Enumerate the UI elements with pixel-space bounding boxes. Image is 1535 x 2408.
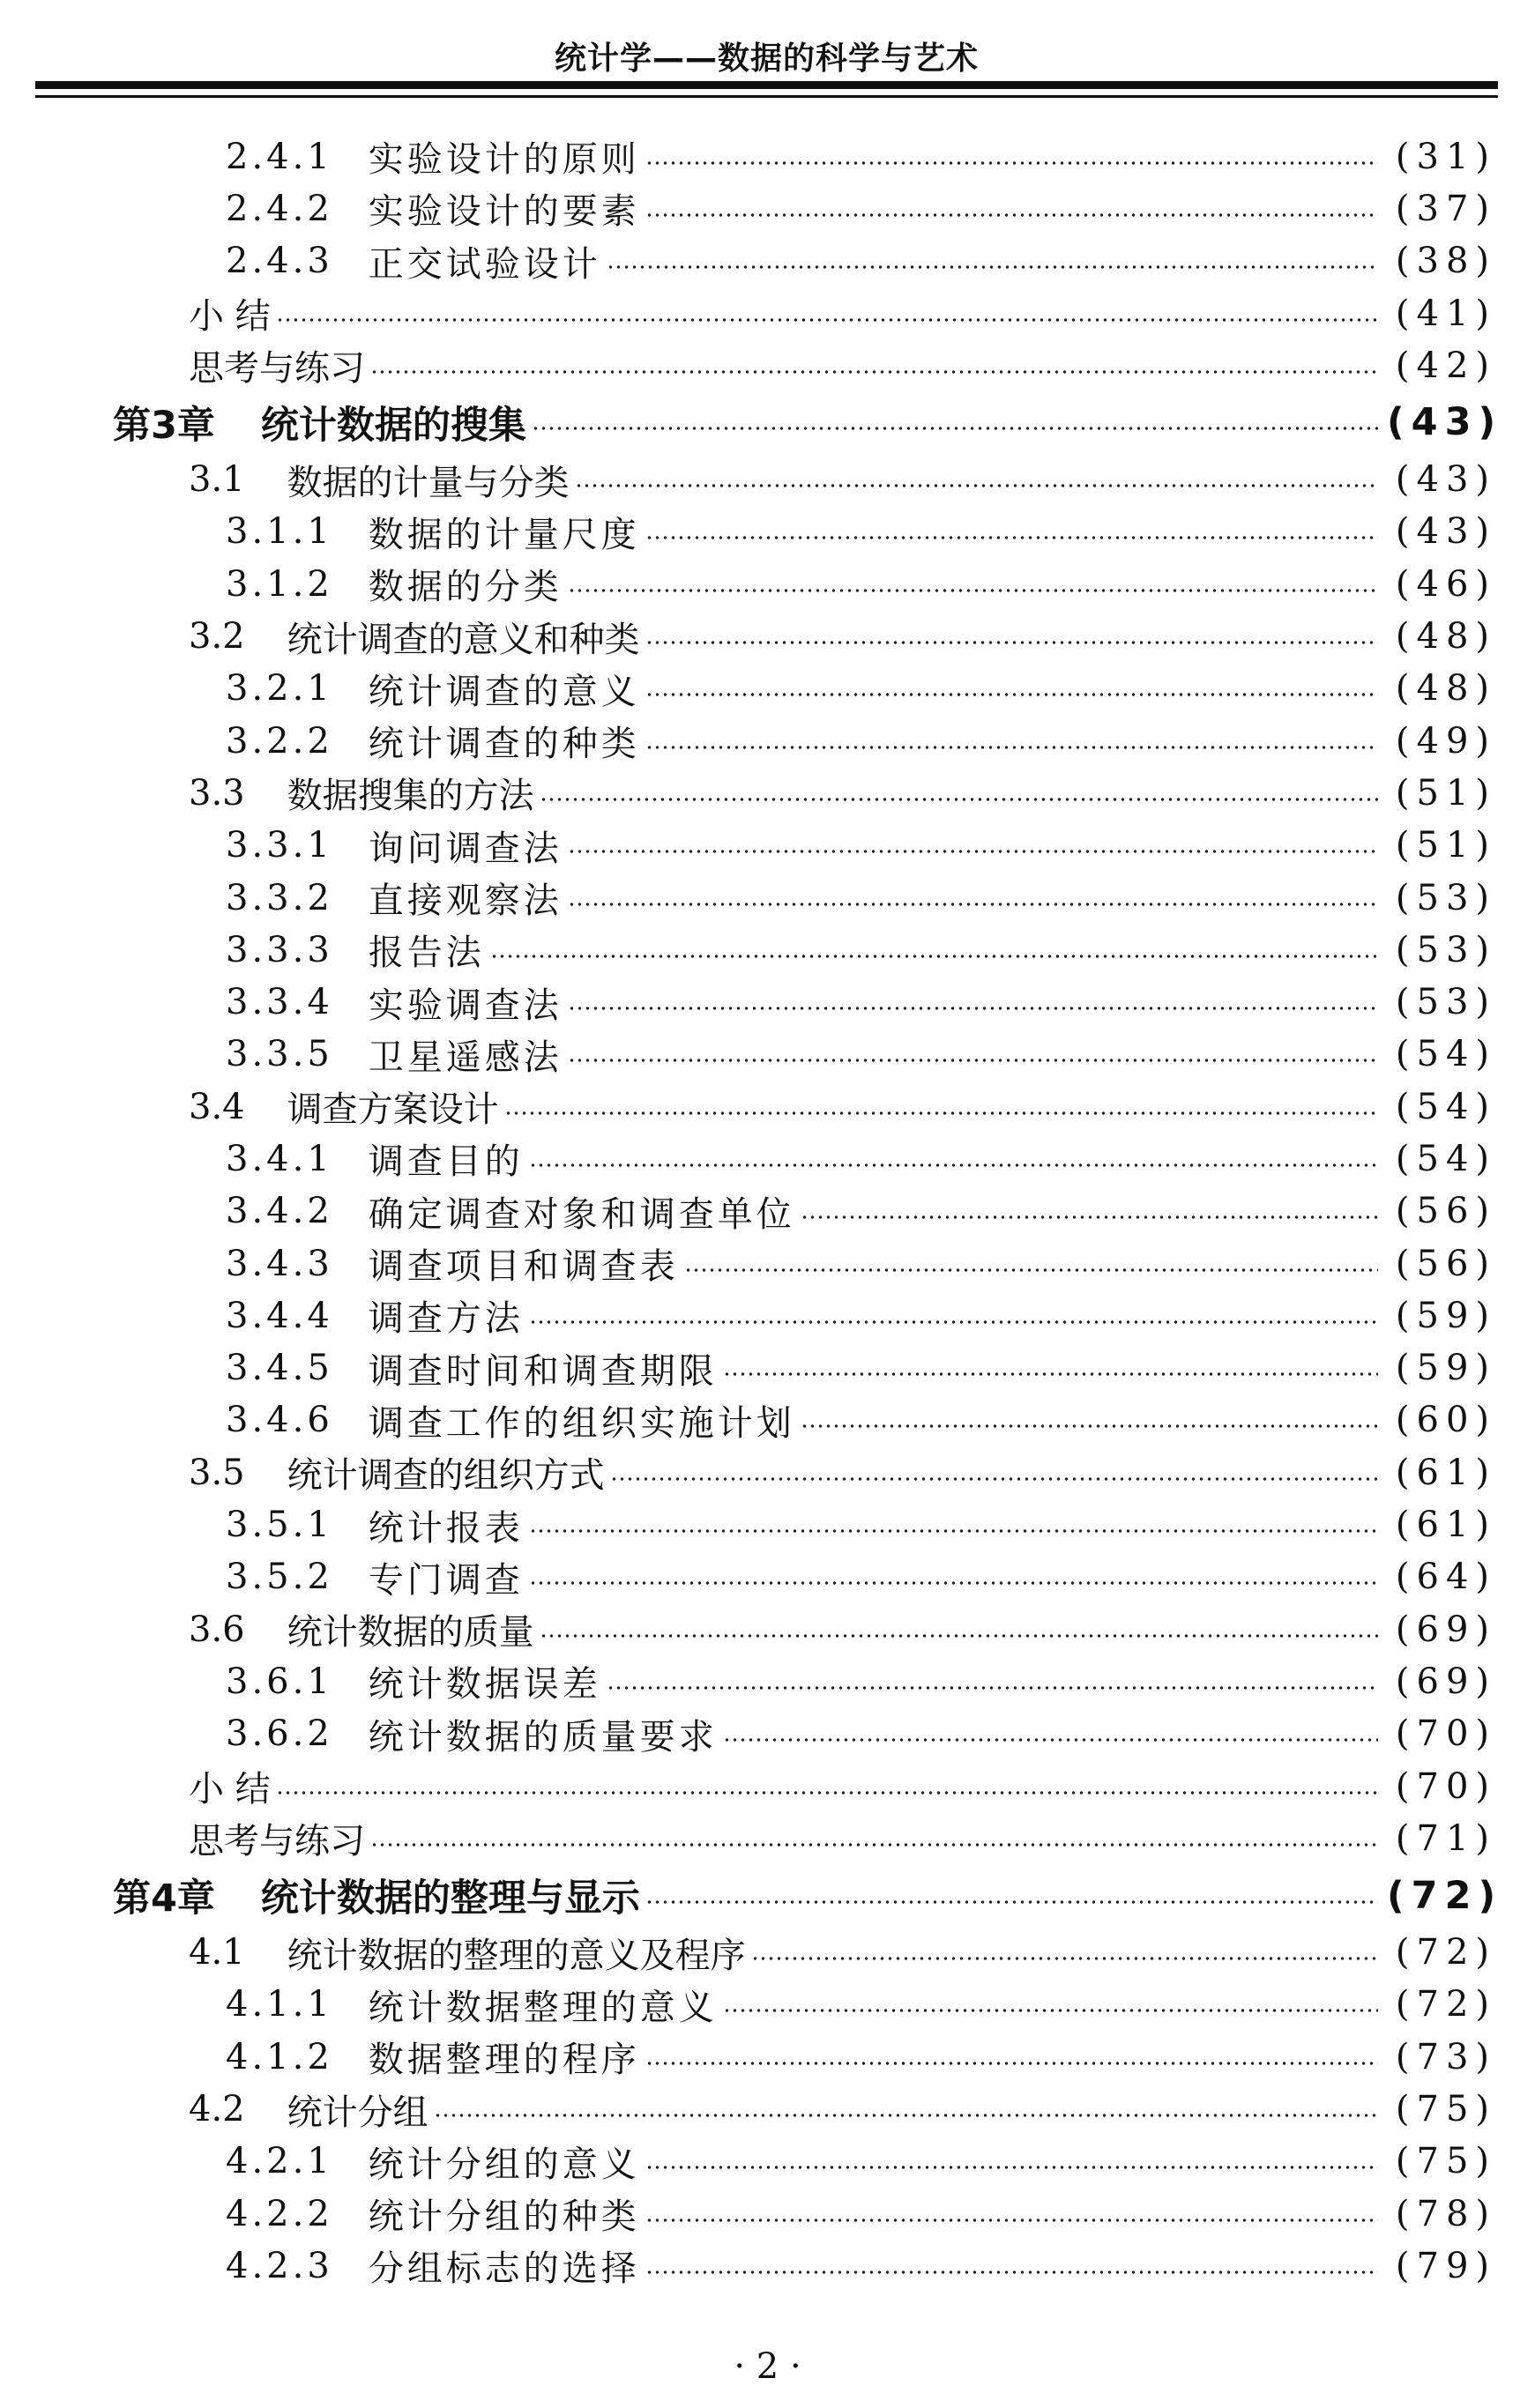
toc-entry-title: 统计调查的意义和种类 (287, 619, 640, 660)
toc-entry-title: 卫星遥感法 (368, 1037, 563, 1078)
toc-entry-number: 4.2.2 (226, 2193, 333, 2234)
toc-entry-page: (73) (1395, 2036, 1496, 2077)
toc-entry-subsection[interactable] (0, 976, 1535, 1028)
dot-leader (370, 1842, 1378, 1847)
toc-entry-number: 3.1 (189, 459, 245, 501)
toc-entry-number: 2.4.2 (226, 188, 333, 229)
toc-entry-page: (64) (1395, 1557, 1496, 1598)
toc-entry-title: 统计数据的搜集 (260, 403, 526, 448)
toc-entry-number: 2.4.3 (226, 241, 333, 282)
toc-entry-subsection[interactable] (0, 1655, 1535, 1707)
dot-leader (645, 1899, 1378, 1905)
toc-entry-section[interactable] (0, 2083, 1535, 2135)
toc-entry-title: 分组标志的选择 (368, 2248, 640, 2290)
toc-entry-subsection[interactable] (0, 2031, 1535, 2083)
toc-entry-title: 统计数据误差 (368, 1664, 601, 1706)
dot-leader (276, 1790, 1378, 1795)
dot-leader (645, 745, 1378, 750)
toc-entry-page: (31) (1395, 136, 1496, 177)
toc-entry-subsection[interactable] (0, 820, 1535, 872)
toc-entry-number: 3.3.3 (226, 929, 333, 970)
toc-entry-subsection[interactable] (0, 1979, 1535, 2031)
dot-leader (529, 1319, 1378, 1325)
toc-entry-page: (41) (1395, 293, 1496, 334)
dot-leader (607, 264, 1378, 270)
toc-entry-subsection[interactable] (0, 506, 1535, 558)
toc-entry-title: 小 结 (189, 1769, 271, 1810)
toc-entry-subsection[interactable] (0, 1342, 1535, 1394)
dot-leader (568, 588, 1378, 593)
toc-entry-subsection[interactable] (0, 715, 1535, 767)
toc-entry-page: (75) (1395, 2141, 1496, 2182)
toc-entry-title: 数据的计量尺度 (368, 514, 640, 555)
dot-leader (684, 1267, 1378, 1273)
toc-entry-number: 3.1.2 (226, 563, 333, 605)
toc-entry-page: (53) (1395, 929, 1496, 970)
toc-entry-section[interactable] (0, 1081, 1535, 1133)
toc-entry-subsection[interactable] (0, 558, 1535, 610)
toc-entry-section[interactable] (0, 1603, 1535, 1655)
toc-entry-title: 确定调查对象和调查单位 (368, 1193, 795, 1235)
toc-entry-title: 调查方法 (368, 1298, 524, 1340)
toc-entry-title: 实验调查法 (368, 985, 563, 1026)
toc-entry-title: 数据的计量与分类 (287, 462, 570, 503)
toc-entry-number: 4.1 (189, 1932, 245, 1973)
toc-entry-number: 3.2.2 (226, 720, 333, 762)
dot-leader (575, 483, 1378, 488)
toc-entry-number: 3.1.1 (226, 511, 333, 553)
dot-leader (490, 954, 1378, 959)
toc-entry-number: 4.2.3 (226, 2245, 333, 2286)
dot-leader (568, 849, 1378, 854)
toc-entry-number: 3.6.2 (226, 1713, 333, 1755)
dot-leader (723, 1371, 1378, 1377)
dot-leader (751, 1956, 1378, 1961)
toc-entry-title: 统计调查的组织方式 (287, 1455, 605, 1497)
toc-entry-subsection[interactable] (0, 2240, 1535, 2292)
dot-leader (645, 2270, 1378, 2275)
toc-entry-title: 实验设计的原则 (368, 139, 640, 181)
dot-leader (540, 1633, 1378, 1639)
toc-entry-title: 询问调查法 (368, 828, 563, 869)
toc-entry-title: 统计分组的种类 (368, 2196, 640, 2238)
dot-leader (370, 369, 1378, 375)
dot-leader (645, 160, 1378, 166)
dot-leader (568, 902, 1378, 907)
dot-leader (610, 1476, 1378, 1482)
toc-entry-number: 3.4.4 (226, 1295, 333, 1336)
toc-entry-misc[interactable] (0, 1760, 1535, 1812)
header-rule-thick (35, 81, 1498, 89)
toc-entry-title: 思考与练习 (189, 1821, 365, 1862)
page-number: · 2 · (734, 2346, 801, 2387)
toc-entry-subsection[interactable] (0, 663, 1535, 715)
dot-leader (607, 1685, 1378, 1691)
toc-entry-number: 3.4.3 (226, 1243, 333, 1284)
toc-entry-number: 4.2.1 (226, 2141, 333, 2182)
toc-entry-page: (43) (1395, 511, 1496, 553)
toc-entry-number: 3.5 (189, 1452, 245, 1493)
toc-entry-chapter[interactable] (0, 1865, 1535, 1927)
dot-leader (540, 797, 1378, 802)
toc-entry-page: (38) (1395, 241, 1496, 282)
toc-entry-title: 统计分组的意义 (368, 2144, 640, 2185)
toc-entry-page: (59) (1395, 1348, 1496, 1389)
dot-leader (529, 1528, 1378, 1534)
toc-entry-page: (69) (1395, 1609, 1496, 1650)
toc-entry-title: 统计分组 (287, 2092, 428, 2133)
dot-leader (568, 1006, 1378, 1011)
toc-entry-title: 调查方案设计 (287, 1089, 499, 1131)
toc-entry-page: (43) (1395, 459, 1496, 501)
dot-leader (723, 2008, 1378, 2013)
toc-entry-page: (51) (1395, 825, 1496, 866)
toc-entry-page: (72) (1395, 1932, 1496, 1973)
header-rule-thin (35, 95, 1498, 98)
dot-leader (504, 1111, 1378, 1116)
toc-entry-subsection[interactable] (0, 1708, 1535, 1760)
toc-entry-number: 3.4.5 (226, 1348, 333, 1389)
toc-entry-title: 统计数据的整理与显示 (260, 1877, 640, 1921)
book-title: 统计学——数据的科学与艺术 (554, 41, 979, 77)
dot-leader (529, 1580, 1378, 1586)
toc-entry-title: 统计调查的意义 (368, 671, 640, 712)
toc-entry-title: 调查时间和调查期限 (368, 1350, 718, 1392)
toc-entry-section[interactable] (0, 610, 1535, 662)
toc-entry-page: (75) (1395, 2089, 1496, 2130)
toc-entry-subsection[interactable] (0, 182, 1535, 234)
toc-entry-title: 统计调查的种类 (368, 724, 640, 765)
toc-entry-subsection[interactable] (0, 1185, 1535, 1237)
toc-entry-number: 3.3.5 (226, 1034, 333, 1075)
toc-entry-subsection[interactable] (0, 2188, 1535, 2240)
toc-entry-number: 3.3 (189, 772, 245, 814)
toc-entry-title: 统计报表 (368, 1507, 524, 1549)
toc-entry-title: 数据的分类 (368, 567, 563, 608)
toc-entry-title: 思考与练习 (189, 348, 365, 390)
toc-entry-page: (71) (1395, 1817, 1496, 1859)
toc-entry-number: 3.3.2 (226, 877, 333, 918)
toc-entry-number: 3.2.1 (226, 668, 333, 710)
toc-entry-subsection[interactable] (0, 130, 1535, 182)
toc-entry-title: 统计数据整理的意义 (368, 1987, 718, 2028)
toc-entry-title: 小 结 (189, 296, 271, 338)
toc-entry-title: 调查目的 (368, 1141, 524, 1183)
toc-entry-page: (46) (1395, 563, 1496, 605)
toc-entry-subsection[interactable] (0, 924, 1535, 976)
toc-entry-chapter[interactable] (0, 391, 1535, 453)
toc-entry-page: (78) (1395, 2193, 1496, 2234)
toc-entry-page: (56) (1395, 1191, 1496, 1232)
dot-leader (645, 2165, 1378, 2170)
toc-entry-number: 3.6 (189, 1609, 245, 1650)
toc-entry-number: 3.5.2 (226, 1557, 333, 1598)
toc-entry-page: (48) (1395, 668, 1496, 710)
toc-entry-number: 4.1.1 (226, 1984, 333, 2025)
toc-entry-subsection[interactable] (0, 235, 1535, 287)
dot-leader (645, 2061, 1378, 2066)
toc-entry-title: 实验设计的要素 (368, 191, 640, 233)
dot-leader (532, 426, 1378, 431)
toc-entry-number: 3.5.1 (226, 1505, 333, 1546)
dot-leader (801, 1215, 1378, 1220)
toc-entry-page: (69) (1395, 1661, 1496, 1702)
toc-entry-misc[interactable] (0, 1812, 1535, 1864)
toc-entry-subsection[interactable] (0, 1551, 1535, 1603)
toc-entry-page: (54) (1395, 1086, 1496, 1127)
toc-entry-page: (61) (1395, 1505, 1496, 1546)
toc-entry-page: (72) (1395, 1984, 1496, 2025)
toc-entry-misc[interactable] (0, 287, 1535, 339)
dot-leader (434, 2113, 1378, 2118)
toc-entry-subsection[interactable] (0, 1498, 1535, 1550)
toc-entry-number: 3.4.6 (226, 1400, 333, 1441)
toc-entry-subsection[interactable] (0, 1029, 1535, 1081)
dot-leader (568, 1058, 1378, 1063)
toc-entry-page: (79) (1395, 2245, 1496, 2286)
toc-entry-page: (53) (1395, 877, 1496, 918)
toc-entry-page: (59) (1395, 1295, 1496, 1336)
toc-entry-title: 统计数据的质量要求 (368, 1716, 718, 1758)
dot-leader (645, 640, 1378, 645)
toc-entry-section[interactable] (0, 1927, 1535, 1979)
toc-entry-title: 调查工作的组织实施计划 (368, 1402, 795, 1444)
toc-entry-number: 4.1.2 (226, 2036, 333, 2077)
toc-entry-number: 3.2 (189, 616, 245, 658)
toc-entry-page: (56) (1395, 1243, 1496, 1284)
toc-entry-subsection[interactable] (0, 1133, 1535, 1185)
toc-entry-title: 正交试验设计 (368, 243, 601, 285)
toc-entry-number: 第3章 (113, 403, 215, 448)
toc-entry-page: (51) (1395, 772, 1496, 814)
toc-entry-title: 报告法 (368, 933, 485, 974)
toc-entry-number: 4.2 (189, 2089, 245, 2130)
toc-entry-title: 数据搜集的方法 (287, 776, 534, 817)
toc-entry-section[interactable] (0, 453, 1535, 505)
toc-entry-title: 调查项目和调查表 (368, 1246, 679, 1288)
toc-entry-page: (42) (1395, 345, 1496, 386)
table-of-contents (0, 130, 1535, 2293)
toc-entry-number: 3.4 (189, 1086, 245, 1127)
toc-entry-number: 3.3.1 (226, 825, 333, 866)
toc-entry-section[interactable] (0, 1446, 1535, 1498)
dot-leader (801, 1423, 1378, 1429)
dot-leader (645, 692, 1378, 697)
toc-entry-title: 统计数据的整理的意义及程序 (287, 1935, 746, 1976)
toc-entry-page: (70) (1395, 1713, 1496, 1755)
toc-entry-number: 3.3.4 (226, 982, 333, 1023)
dot-leader (723, 1737, 1378, 1743)
toc-entry-number: 3.4.1 (226, 1138, 333, 1179)
toc-entry-section[interactable] (0, 767, 1535, 819)
toc-entry-page: (54) (1395, 1138, 1496, 1179)
toc-entry-title: 直接观察法 (368, 881, 563, 921)
toc-entry-page: (70) (1395, 1765, 1496, 1807)
toc-entry-page: (48) (1395, 616, 1496, 658)
toc-entry-number: 3.6.1 (226, 1661, 333, 1702)
toc-entry-subsection[interactable] (0, 1237, 1535, 1289)
dot-leader (276, 317, 1378, 323)
toc-entry-subsection[interactable] (0, 1289, 1535, 1341)
dot-leader (529, 1163, 1378, 1168)
running-header (35, 0, 1498, 106)
toc-entry-subsection[interactable] (0, 872, 1535, 924)
dot-leader (645, 212, 1378, 218)
toc-entry-page: (54) (1395, 1034, 1496, 1075)
toc-entry-page: (60) (1395, 1400, 1496, 1441)
toc-entry-subsection[interactable] (0, 1394, 1535, 1446)
toc-entry-subsection[interactable] (0, 2136, 1535, 2188)
toc-entry-page: (43) (1387, 400, 1503, 445)
toc-entry-page: (53) (1395, 982, 1496, 1023)
dot-leader (645, 535, 1378, 540)
toc-entry-misc[interactable] (0, 339, 1535, 391)
toc-entry-title: 统计数据的质量 (287, 1612, 534, 1654)
toc-entry-number: 3.4.2 (226, 1191, 333, 1232)
toc-entry-number: 2.4.1 (226, 136, 333, 177)
toc-entry-page: (49) (1395, 720, 1496, 762)
toc-entry-title: 专门调查 (368, 1559, 524, 1601)
toc-entry-title: 数据整理的程序 (368, 2040, 640, 2081)
dot-leader (645, 2218, 1378, 2223)
toc-entry-number: 第4章 (113, 1877, 215, 1921)
toc-entry-page: (37) (1395, 188, 1496, 229)
toc-entry-page: (72) (1387, 1873, 1503, 1918)
toc-entry-page: (61) (1395, 1452, 1496, 1493)
